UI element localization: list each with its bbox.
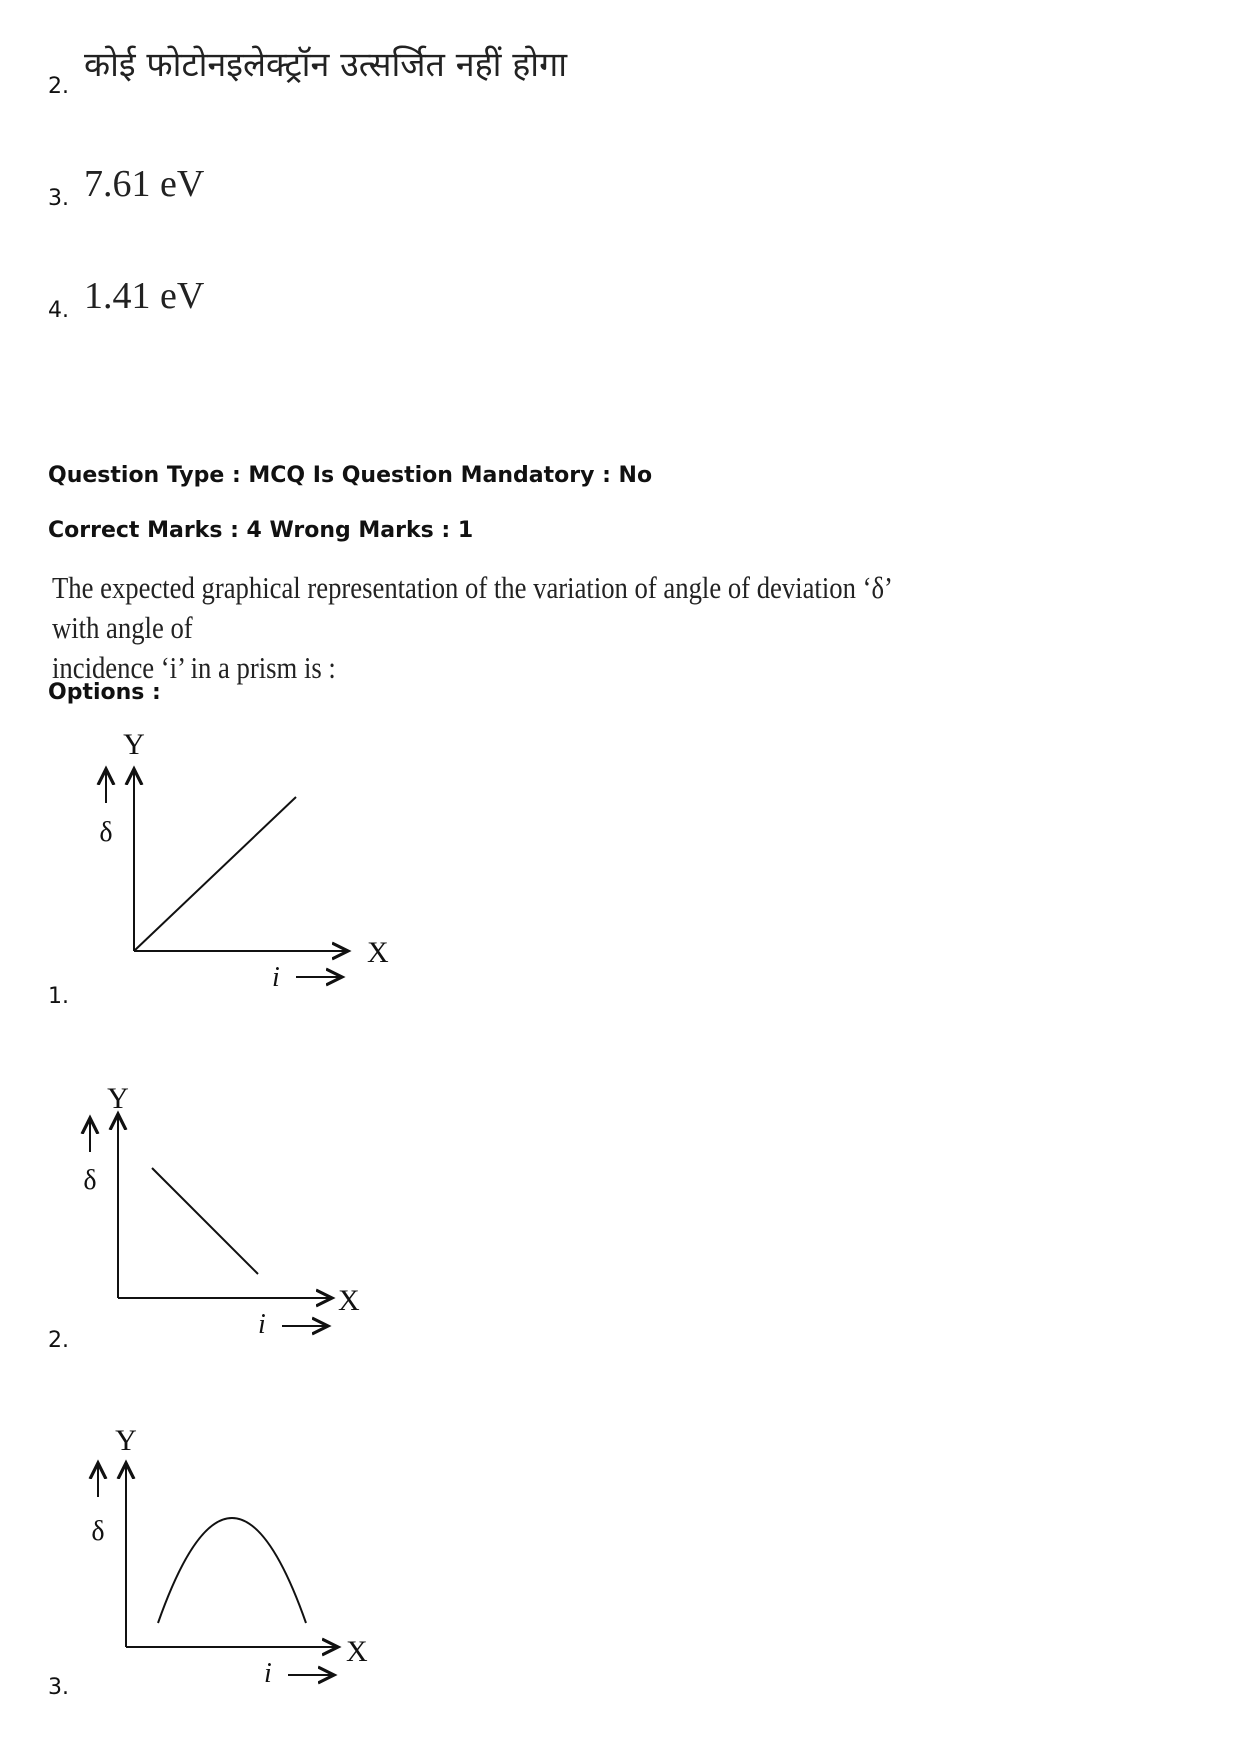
- option-text-4: 1.41 eV: [84, 275, 205, 317]
- option-number-2: 2.: [48, 74, 69, 99]
- graph-option-2: [70, 1080, 390, 1350]
- options-label: Options :: [48, 680, 161, 705]
- question-type-line: Question Type : MCQ Is Question Mandatory : No: [48, 463, 653, 488]
- y-axis-label: Y: [115, 1425, 137, 1457]
- i-label: i: [258, 1309, 266, 1340]
- graph-option-number-2: 2.: [48, 1328, 69, 1353]
- i-label: i: [272, 962, 280, 993]
- option-text-3: 7.61 eV: [84, 163, 205, 205]
- x-axis-label: X: [367, 936, 389, 969]
- graph-option-number-3: 3.: [48, 1675, 69, 1700]
- question-marks-line: Correct Marks : 4 Wrong Marks : 1: [48, 518, 474, 543]
- graph-option-1: [84, 725, 404, 1005]
- graph-option-3: [76, 1425, 396, 1695]
- y-axis-label: Y: [123, 728, 145, 761]
- x-axis-label: X: [338, 1284, 360, 1317]
- option-number-3: 3.: [48, 186, 69, 211]
- delta-label: δ: [91, 1516, 105, 1547]
- option-text-2: कोई फोटोनइलेक्ट्रॉन उत्सर्जित नहीं होगा: [84, 45, 568, 85]
- delta-label: δ: [83, 1165, 97, 1196]
- option-number-4: 4.: [48, 298, 69, 323]
- graph-option-number-1: 1.: [48, 984, 69, 1009]
- question-text-line-1: The expected graphical representation of the variation of angle of deviation ‘δ’ with angle of: [52, 570, 891, 645]
- y-axis-label: Y: [107, 1082, 129, 1115]
- i-label: i: [264, 1658, 272, 1689]
- curve-increasing: [134, 797, 296, 951]
- curve-parabola: [158, 1518, 306, 1623]
- question-text: [52, 568, 912, 688]
- delta-label: δ: [99, 817, 113, 848]
- curve-decreasing: [152, 1168, 258, 1274]
- x-axis-label: X: [346, 1635, 368, 1668]
- question-text-line-2: incidence ‘i’ in a prism is :: [52, 650, 336, 685]
